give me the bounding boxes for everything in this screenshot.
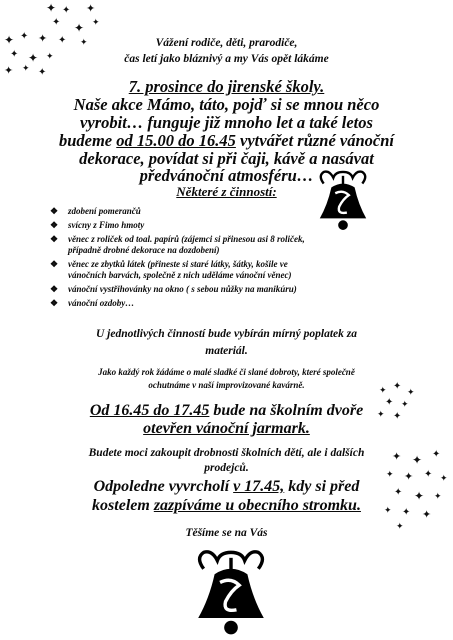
event-date-heading: 7. prosince do jirenské školy.	[128, 77, 325, 96]
list-item-continuation: vánočních barvách, společně z nich uděláme vánoční věnec)	[68, 270, 292, 280]
star-icon: ✦	[52, 17, 61, 28]
headline-line-3	[0, 132, 453, 150]
closing-greeting: Těšíme se na Vás	[185, 527, 268, 539]
star-icon: ✦	[393, 411, 402, 422]
treats-line-2: ochutnáme v naší improvizované kavárně.	[148, 380, 305, 390]
list-item: ❖ věnec z roliček od toal. papírů (zájemci si přinesou asi 8 roliček,	[50, 234, 305, 244]
list-item: ❖ zdobení pomerančů	[50, 206, 141, 216]
bullet-icon: ❖	[50, 259, 59, 269]
star-icon: ✦	[407, 387, 415, 397]
star-icon: ✦	[396, 521, 404, 531]
star-icon: ✦	[434, 491, 442, 501]
star-icon: ✦	[414, 489, 425, 503]
star-icon: ✦	[46, 1, 57, 15]
market-line-2: otevřen vánoční jarmark.	[143, 420, 310, 437]
star-icon: ✦	[22, 63, 30, 73]
bullet-icon: ❖	[50, 298, 59, 308]
star-icon: ✦	[46, 51, 54, 61]
list-item-continuation: případně drobné dekorace na dozdobení)	[68, 245, 220, 255]
list-item: ❖ vánoční ozdoby…	[50, 298, 135, 308]
star-icon: ✦	[379, 385, 387, 395]
star-icon: ✦	[4, 33, 15, 47]
star-icon: ✦	[384, 505, 392, 515]
star-icon: ✦	[10, 49, 19, 60]
star-icon: ✦	[86, 3, 96, 15]
star-icon: ✦	[432, 449, 441, 460]
treats-line-1: Jako každý rok žádáme o malé sladké či slané dobroty, které společně	[98, 367, 355, 377]
activities-list	[50, 206, 395, 312]
star-icon: ✦	[385, 397, 394, 408]
tree-line-1c: kdy si před	[288, 478, 360, 495]
crafts-line-2: prodejců.	[204, 462, 249, 474]
star-icon: ✦	[92, 17, 100, 27]
tree-line-1	[0, 478, 453, 496]
fee-line-2: materiál.	[205, 345, 248, 357]
bell-icon	[190, 544, 272, 640]
star-icon: ✦	[377, 409, 385, 419]
bullet-icon: ❖	[50, 206, 59, 216]
star-icon: ✦	[38, 67, 47, 78]
star-icon: ✦	[392, 451, 402, 463]
market-line-1	[0, 399, 453, 420]
bullet-icon: ❖	[50, 284, 59, 294]
star-icon: ✦	[394, 487, 403, 498]
star-icon: ✦	[20, 31, 29, 42]
star-icon: ✦	[404, 471, 414, 483]
list-item: ❖ svícny z Fimo hmoty	[50, 220, 145, 230]
list-item: ❖ věnec ze zbytků látek (přineste si staré látky, šátky, košile ve	[50, 259, 288, 269]
headline-line-4: dekorace, povídat si při čaji, kávě a nasávat	[79, 149, 374, 168]
star-icon: ✦	[393, 381, 402, 392]
star-icon: ✦	[386, 469, 394, 479]
star-icon: ✦	[28, 51, 39, 65]
headline-word-budeme: budeme	[58, 131, 113, 150]
bullet-icon: ❖	[50, 220, 59, 230]
headline-line-3-rest: vytvářet různé vánoční	[240, 131, 395, 150]
star-icon: ✦	[424, 469, 433, 480]
tree-line-2a: kostelem	[92, 497, 150, 514]
fee-line-1: U jednotlivých činností bude vybírán mírný poplatek za	[96, 328, 357, 340]
workshop-time: od 15.00 do 16.45	[116, 131, 236, 150]
headline-line-1: Naše akce Mámo, táto, pojď si se mnou něco	[73, 95, 380, 114]
bullet-icon: ❖	[50, 234, 59, 244]
tree-line-1a: Odpoledne vyvrcholí	[93, 478, 230, 495]
star-icon: ✦	[58, 35, 67, 46]
star-icon: ✦	[402, 507, 411, 518]
star-icon: ✦	[401, 399, 409, 409]
headline-line-5: předvánoční atmosféru…	[139, 166, 314, 185]
tree-singing: zazpíváme u obecního stromku.	[153, 497, 361, 514]
tree-time: v 17.45,	[233, 478, 285, 495]
star-icon: ✦	[422, 509, 432, 521]
market-time: Od 16.45 do 17.45	[89, 402, 210, 419]
star-icon: ✦	[4, 65, 14, 77]
tree-line-2	[0, 497, 453, 515]
star-icon: ✦	[62, 5, 71, 16]
intro-line-2: čas letí jako bláznivý a my Vás opět lákáme	[124, 53, 329, 65]
headline-line-2: vyrobit… funguje již mnoho let a také letos	[80, 113, 373, 132]
list-item: ❖ vánoční vystřihovánky na okno ( s sebou nůžky na manikúru)	[50, 284, 297, 294]
star-icon: ✦	[412, 453, 423, 467]
star-icon: ✦	[38, 33, 48, 45]
star-icon: ✦	[80, 37, 88, 47]
star-icon: ✦	[440, 473, 448, 483]
crafts-line-1: Budete moci zakoupit drobnosti školních dětí, ale i dalších	[88, 447, 365, 459]
star-icon: ✦	[74, 21, 85, 35]
market-place: bude na školním dvoře	[213, 402, 364, 419]
activities-heading: Některé z činností:	[176, 184, 277, 199]
intro-line-1: Vážení rodiče, děti, prarodiče,	[155, 37, 298, 49]
